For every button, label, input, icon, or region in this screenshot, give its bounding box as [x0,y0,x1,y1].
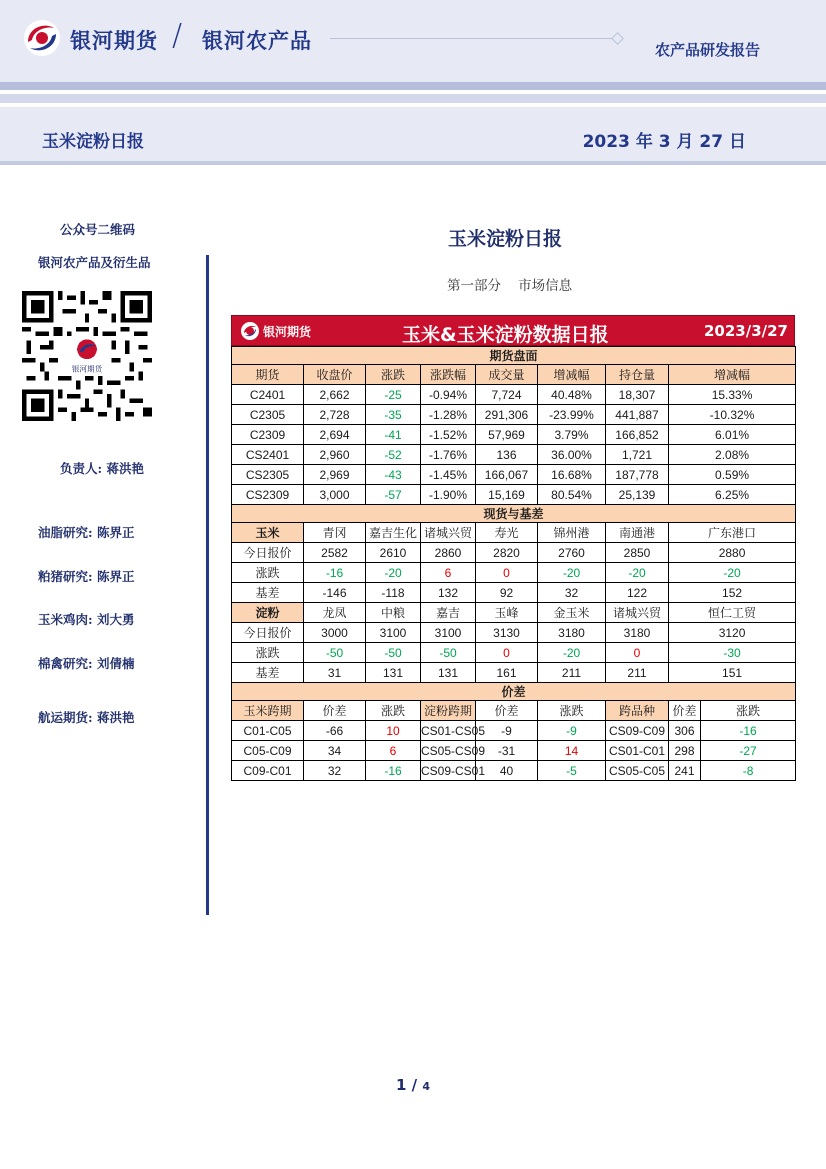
table-row [232,663,796,683]
table-cell: 恒仁工贸 [669,603,796,623]
table-row [232,721,796,741]
table-cell: CS09-CS01 [421,761,476,781]
table-logo [240,320,311,342]
table-cell: 3100 [421,623,476,643]
table-cell: -10.32% [669,405,796,425]
table-cell: 2820 [476,543,538,563]
table-cell: 36.00% [538,445,606,465]
table-cell: 2860 [421,543,476,563]
table-cell: 寿光 [476,523,538,543]
current-page: 1 [396,1076,407,1094]
row-label: 涨跌 [232,643,304,663]
table-cell: -30 [669,643,796,663]
table-cell: -35 [366,405,421,425]
table-cell: 132 [421,583,476,603]
table-banner [231,315,795,346]
table-cell: 136 [476,445,538,465]
column-header: 涨跌 [701,701,796,721]
group-label: 玉米 [232,523,304,543]
column-header: 价差 [304,701,366,721]
table-cell: -16 [304,563,366,583]
table-cell: -1.52% [421,425,476,445]
table-logo-text: 银河期货 [263,324,312,339]
table-row [232,485,796,505]
table-cell: 3.79% [538,425,606,445]
table-cell: 3120 [669,623,796,643]
table-cell: 诸城兴贸 [606,603,669,623]
table-cell: 0 [476,643,538,663]
sidebar-divider [206,255,209,915]
table-cell: 2610 [366,543,421,563]
table-cell: CS05-C05 [606,761,669,781]
table-cell: 298 [669,741,701,761]
table-cell: -16 [701,721,796,741]
page-number: 1 / 4 [396,1076,431,1094]
page-title: 玉米淀粉日报 [448,228,563,250]
table-cell: 291,306 [476,405,538,425]
table-title: 玉米&玉米淀粉数据日报 [402,324,609,346]
table-cell: 16.68% [538,465,606,485]
column-header: 涨跌 [538,701,606,721]
galaxy-logo-icon [240,321,260,341]
group-label: 淀粉 [232,603,304,623]
contract-code: CS2305 [232,465,304,485]
table-cell: 嘉吉 [421,603,476,623]
table-cell: CS05-CS09 [421,741,476,761]
table-cell: 80.54% [538,485,606,505]
table-cell: -20 [606,563,669,583]
table-cell: 32 [304,761,366,781]
responsible-person: 负责人: 蒋洪艳 [60,461,144,476]
title-bar-rule [0,161,826,165]
table-cell: -52 [366,445,421,465]
table-cell: -16 [366,761,421,781]
table-cell: 玉峰 [476,603,538,623]
table-cell: 收盘价 [304,365,366,385]
table-cell: -57 [366,485,421,505]
diamond-icon [611,32,624,45]
row-label: 基差 [232,583,304,603]
staff-item: 粕猪研究: 陈界正 [38,569,135,584]
qr-caption: 公众号二维码 [60,222,136,237]
column-header: 价差 [669,701,701,721]
table-cell: -1.28% [421,405,476,425]
table-cell: -1.76% [421,445,476,465]
contract-code: CS2309 [232,485,304,505]
staff-item: 玉米鸡肉: 刘大勇 [38,612,135,627]
table-cell: 成交量 [476,365,538,385]
table-row [232,623,796,643]
table-cell: 15.33% [669,385,796,405]
table-cell: 306 [669,721,701,741]
table-row [232,583,796,603]
table-cell: 18,307 [606,385,669,405]
header-row [232,701,796,721]
section-header-row [232,347,796,365]
header-row [232,365,796,385]
table-cell: 15,169 [476,485,538,505]
total-pages: 4 [422,1080,431,1093]
table-cell: 涨跌幅 [421,365,476,385]
contract-code: C2305 [232,405,304,425]
column-header: 涨跌 [366,701,421,721]
table-cell: 57,969 [476,425,538,445]
brand-name: 银河期货 [70,29,158,53]
table-cell: 161 [476,663,538,683]
table-row [232,445,796,465]
report-name: 玉米淀粉日报 [42,132,144,152]
table-cell: 32 [538,583,606,603]
market-data-grid [231,346,796,781]
table-cell: -43 [366,465,421,485]
table-cell: 131 [366,663,421,683]
table-row [232,465,796,485]
section-heading: 第一部分 市场信息 [447,278,573,294]
table-cell: 3130 [476,623,538,643]
table-cell: 2,694 [304,425,366,445]
column-header: 玉米跨期 [232,701,304,721]
table-cell: 6 [421,563,476,583]
table-cell: 2582 [304,543,366,563]
table-cell: 14 [538,741,606,761]
table-cell: -118 [366,583,421,603]
table-row [232,385,796,405]
table-cell: 34 [304,741,366,761]
table-cell: 广东港口 [669,523,796,543]
report-title-bar [0,107,826,161]
table-cell: 2,969 [304,465,366,485]
column-header: 跨品种 [606,701,669,721]
table-cell: 0 [476,563,538,583]
qr-code-icon [22,291,152,421]
table-cell: C09-C01 [232,761,304,781]
header-row [232,603,796,623]
top-banner [0,0,826,82]
table-cell: CS01-C01 [606,741,669,761]
table-cell: -5 [538,761,606,781]
table-cell: -8 [701,761,796,781]
report-type: 农产品研发报告 [654,41,760,59]
table-cell: 6.01% [669,425,796,445]
table-cell: 131 [421,663,476,683]
staff-item: 棉禽研究: 刘倩楠 [38,656,135,671]
column-header: 价差 [476,701,538,721]
row-label: 涨跌 [232,563,304,583]
table-cell: 6.25% [669,485,796,505]
table-cell: 0.59% [669,465,796,485]
contract-code: C2309 [232,425,304,445]
qr-subcaption: 银河农产品及衍生品 [38,255,151,270]
table-cell: 3,000 [304,485,366,505]
table-cell: 涨跌 [366,365,421,385]
table-cell: 增减幅 [669,365,796,385]
table-cell: 增减幅 [538,365,606,385]
section-header-row [232,505,796,523]
section-header: 现货与基差 [232,505,796,523]
table-cell: -31 [476,741,538,761]
table-cell: 211 [538,663,606,683]
table-cell: 6 [366,741,421,761]
table-row [232,543,796,563]
contract-code: CS2401 [232,445,304,465]
table-cell: 122 [606,583,669,603]
table-cell: 211 [606,663,669,683]
table-cell: 0 [606,643,669,663]
table-cell: -1.90% [421,485,476,505]
table-cell: 40.48% [538,385,606,405]
staff-item: 油脂研究: 陈界正 [38,525,135,540]
table-cell: CS01-CS05 [421,721,476,741]
table-cell: -25 [366,385,421,405]
table-cell: 金玉米 [538,603,606,623]
table-cell: 2,728 [304,405,366,425]
table-cell: 166,067 [476,465,538,485]
table-cell: 151 [669,663,796,683]
table-cell: -9 [538,721,606,741]
column-header: 淀粉跨期 [421,701,476,721]
contract-code: C2401 [232,385,304,405]
table-cell: C01-C05 [232,721,304,741]
table-cell: 2760 [538,543,606,563]
table-cell: 锦州港 [538,523,606,543]
table-cell: -66 [304,721,366,741]
table-cell: 31 [304,663,366,683]
table-cell: -20 [538,643,606,663]
table-cell: 40 [476,761,538,781]
table-cell: 龙凤 [304,603,366,623]
table-cell: -20 [538,563,606,583]
table-cell: -9 [476,721,538,741]
table-cell: 青冈 [304,523,366,543]
table-cell: 2,662 [304,385,366,405]
table-cell: 241 [669,761,701,781]
staff-item: 航运期货: 蒋洪艳 [38,710,135,725]
table-cell: 7,724 [476,385,538,405]
header-row [232,523,796,543]
table-cell: 2850 [606,543,669,563]
table-cell: 166,852 [606,425,669,445]
table-cell: -41 [366,425,421,445]
table-row [232,761,796,781]
table-cell: 3100 [366,623,421,643]
table-cell: 25,139 [606,485,669,505]
table-cell: 持仓量 [606,365,669,385]
table-cell: 2.08% [669,445,796,465]
table-cell: 2880 [669,543,796,563]
table-cell: 南通港 [606,523,669,543]
table-cell: 诸城兴贸 [421,523,476,543]
table-cell: 152 [669,583,796,603]
table-row [232,563,796,583]
brand-separator: / [172,18,183,53]
table-cell: 3180 [606,623,669,643]
row-label: 今日报价 [232,623,304,643]
section-header: 期货盘面 [232,347,796,365]
table-cell: 92 [476,583,538,603]
table-cell: -50 [304,643,366,663]
table-cell: -146 [304,583,366,603]
banner-rule [330,38,615,39]
table-cell: 187,778 [606,465,669,485]
table-row [232,405,796,425]
table-cell: 441,887 [606,405,669,425]
data-table [231,315,795,783]
table-cell: C05-C09 [232,741,304,761]
table-row [232,643,796,663]
table-cell: 3000 [304,623,366,643]
table-row [232,425,796,445]
section-header: 价差 [232,683,796,701]
table-cell: -0.94% [421,385,476,405]
table-cell: -23.99% [538,405,606,425]
table-row [232,741,796,761]
table-cell: 1,721 [606,445,669,465]
table-cell: -20 [669,563,796,583]
table-cell: -50 [366,643,421,663]
table-date: 2023/3/27 [703,322,788,340]
row-label: 今日报价 [232,543,304,563]
galaxy-logo-icon [22,18,62,58]
table-cell: CS09-C09 [606,721,669,741]
banner-stripe [0,94,826,103]
row-label: 期货 [232,365,304,385]
table-cell: 3180 [538,623,606,643]
table-cell: 2,960 [304,445,366,465]
table-cell: 中粮 [366,603,421,623]
banner-stripe [0,82,826,90]
table-cell: 10 [366,721,421,741]
table-cell: -1.45% [421,465,476,485]
table-cell: -50 [421,643,476,663]
table-cell: -20 [366,563,421,583]
brand-division: 银河农产品 [202,29,312,53]
report-date: 2023 年 3 月 27 日 [582,132,746,152]
table-cell: 嘉吉生化 [366,523,421,543]
section-header-row [232,683,796,701]
qr-logo-label: 银河期货 [71,364,103,374]
row-label: 基差 [232,663,304,683]
table-cell: -27 [701,741,796,761]
